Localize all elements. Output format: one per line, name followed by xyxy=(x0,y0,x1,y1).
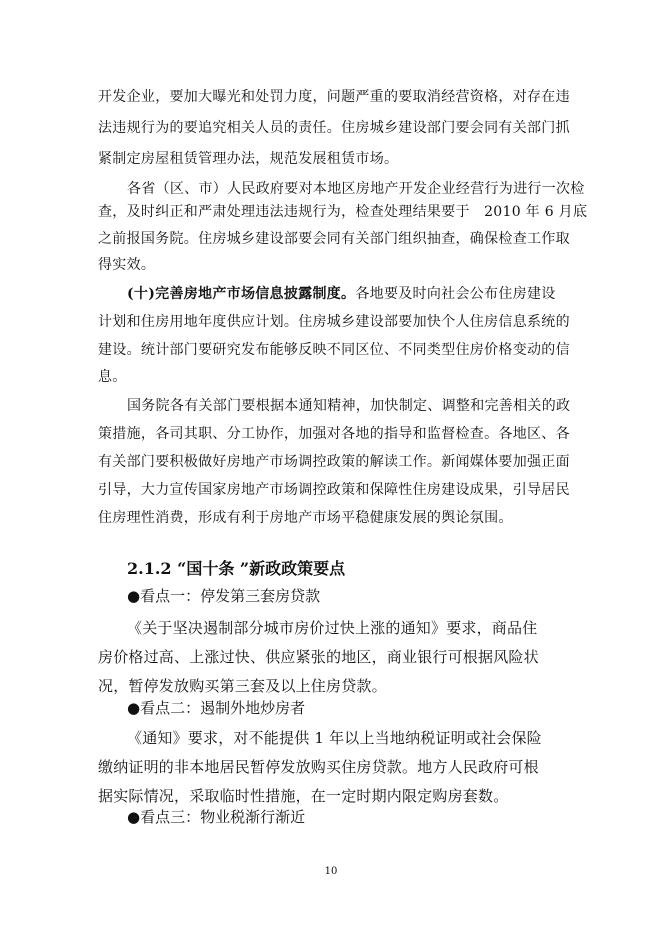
point1-line-3: 况，暂停发放购买第三套及以上住房贷款。 xyxy=(98,677,387,695)
para3-bold-lead: (十)完善房地产市场信息披露制度。 xyxy=(127,286,356,302)
point1-line-1: 《关于坚决遏制部分城市房价过快上涨的通知》要求，商品住 xyxy=(127,619,538,637)
para1-line-2: 法违规行为的要追究相关人员的责任。住房城乡建设部门要会同有关部门抓 xyxy=(98,120,570,136)
para4-line-1: 国务院各有关部门要根据本通知精神，加快制定、调整和完善相关的政 xyxy=(127,398,571,414)
para3-first-rest: 各地要及时向社会公布住房建设 xyxy=(355,286,556,302)
para4-line-4: 引导，大力宣传国家房地产市场调控政策和保障性住房建设成果，引导居民 xyxy=(98,482,570,498)
para2-line-4: 得实效。 xyxy=(98,257,156,273)
para3-line-1 xyxy=(127,285,564,303)
para4-line-2: 策措施，各司其职、分工协作，加强对各地的指导和监督检查。各地区、各 xyxy=(98,426,570,442)
para4-line-5: 住房理性消费，形成有利于房地产市场平稳健康发展的舆论氛围。 xyxy=(98,510,513,526)
section-heading: 2.1.2 “国十条 ”新政政策要点 xyxy=(127,559,346,578)
point2-line-1: 《通知》要求，对不能提供 1 年以上当地纳税证明或社会保险 xyxy=(127,729,542,747)
para2-line-1: 各省（区、市）人民政府要对本地区房地产开发企业经营行为进行一次检 xyxy=(127,181,585,197)
point2-title: ●看点二：遏制外地炒房者 xyxy=(127,699,306,717)
para3-line-2: 计划和住房用地年度供应计划。住房城乡建设部要加快个人住房信息系统的 xyxy=(98,314,570,330)
para1-line-3: 紧制定房屋租赁管理办法，规范发展租赁市场。 xyxy=(98,151,399,167)
point2-line-2: 缴纳证明的非本地居民暂停发放购买住房贷款。地方人民政府可根 xyxy=(98,758,539,776)
point1-title: ●看点一：停发第三套房贷款 xyxy=(127,587,321,605)
para2-line-3: 之前报国务院。住房城乡建设部要会同有关部门组织抽查，确保检查工作取 xyxy=(98,231,570,247)
point3-title: ●看点三：物业税渐行渐近 xyxy=(127,808,306,826)
para4-line-3: 有关部门要积极做好房地产市场调控政策的解读工作。新闻媒体要加强正面 xyxy=(98,454,570,470)
point2-line-3: 据实际情况，采取临时性措施，在一定时期内限定购房套数。 xyxy=(98,787,509,805)
para2-line-2: 查，及时纠正和严肃处理违法违规行为，检查处理结果要于 2010 年 6 月底 xyxy=(98,204,588,220)
para3-line-3: 建设。统计部门要研究发布能够反映不同区位、不同类型住房价格变动的信 xyxy=(98,342,570,358)
point1-line-2: 房价格过高、上涨过快、供应紧张的地区，商业银行可根据风险状 xyxy=(98,648,539,666)
para1-line-1: 开发企业，要加大曝光和处罚力度，问题严重的要取消经营资格，对存在违 xyxy=(98,89,570,105)
para3-line-4: 息。 xyxy=(98,369,127,385)
page-number: 10 xyxy=(324,866,338,877)
